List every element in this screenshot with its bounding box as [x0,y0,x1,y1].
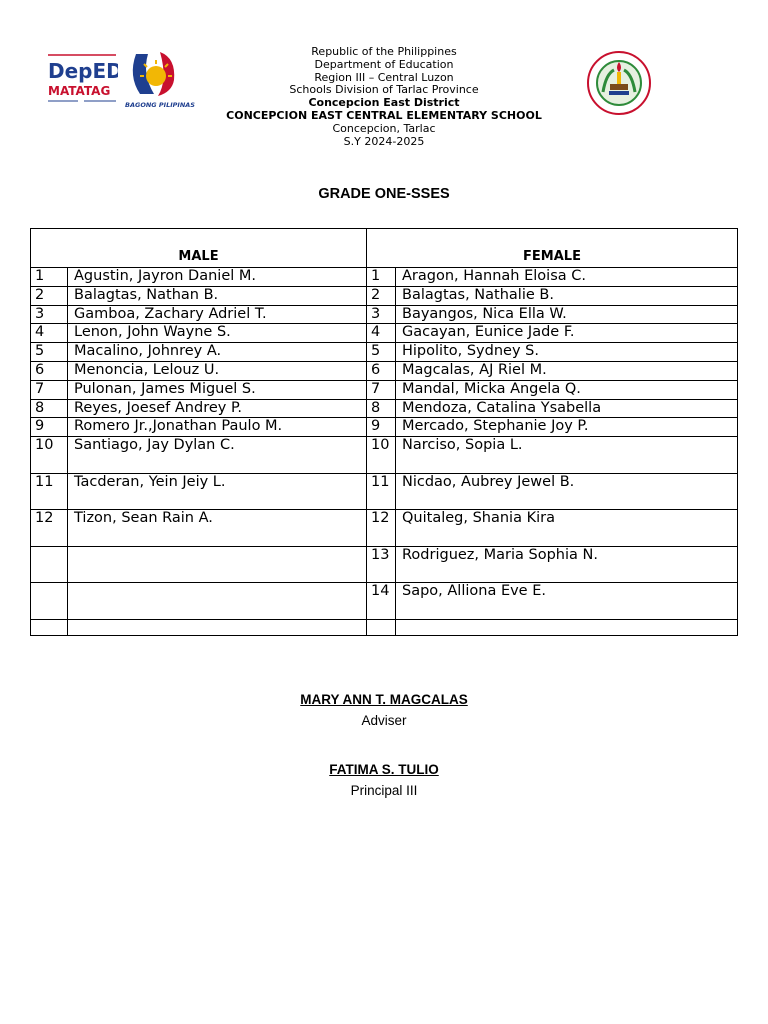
female-number-cell: 4 [367,324,396,343]
female-number-cell: 5 [367,343,396,362]
table-row [31,583,738,620]
male-name-cell: Gamboa, Zachary Adriel T. [68,305,367,324]
female-number-cell: 11 [367,473,396,510]
class-roster-table [30,228,738,636]
male-name-cell: Reyes, Joesef Andrey P. [68,399,367,418]
female-name-cell: Mercado, Stephanie Joy P. [396,418,738,437]
table-row [31,418,738,437]
male-number-cell [31,583,68,620]
female-name-cell: Sapo, Alliona Eve E. [396,583,738,620]
female-number-cell: 13 [367,546,396,583]
female-number-cell: 10 [367,437,396,474]
male-name-cell: Tizon, Sean Rain A. [68,510,367,547]
page-title: GRADE ONE-SSES [318,186,450,202]
male-number-cell: 11 [31,473,68,510]
district-line: Concepcion East District [308,96,460,110]
empty-cell [31,619,68,635]
female-name-cell: Aragon, Hannah Eloisa C. [396,268,738,287]
male-name-cell: Macalino, Johnrey A. [68,343,367,362]
table-header-row [31,229,738,268]
table-row [31,510,738,547]
male-number-cell: 3 [31,305,68,324]
male-number-cell: 9 [31,418,68,437]
male-number-cell: 6 [31,361,68,380]
male-header: MALE [31,229,367,268]
female-name-cell: Quitaleg, Shania Kira [396,510,738,547]
table-row [31,343,738,362]
department-line: Department of Education [314,57,454,71]
division-line: Schools Division of Tarlac Province [289,83,479,97]
male-number-cell: 7 [31,380,68,399]
male-number-cell: 5 [31,343,68,362]
female-name-cell: Magcalas, AJ Riel M. [396,361,738,380]
male-name-cell: Menoncia, Lelouz U. [68,361,367,380]
table-row [31,473,738,510]
matatag-wordmark: MATATAG [48,84,111,98]
table-row [31,546,738,583]
male-number-cell: 12 [31,510,68,547]
male-name-cell: Santiago, Jay Dylan C. [68,437,367,474]
table-row-empty [31,619,738,635]
female-number-cell: 3 [367,305,396,324]
table-row [31,268,738,287]
female-header: FEMALE [367,229,738,268]
male-name-cell: Romero Jr.,Jonathan Paulo M. [68,418,367,437]
adviser-signature [0,692,768,728]
female-number-cell: 12 [367,510,396,547]
empty-cell [68,619,367,635]
female-number-cell: 1 [367,268,396,287]
female-number-cell: 2 [367,286,396,305]
female-number-cell: 14 [367,583,396,620]
female-name-cell: Nicdao, Aubrey Jewel B. [396,473,738,510]
adviser-title: Adviser [361,713,407,728]
female-number-cell: 9 [367,418,396,437]
table-row [31,437,738,474]
male-name-cell: Tacderan, Yein Jeiy L. [68,473,367,510]
male-name-cell [68,583,367,620]
male-number-cell: 4 [31,324,68,343]
male-number-cell: 8 [31,399,68,418]
male-name-cell: Lenon, John Wayne S. [68,324,367,343]
principal-signature [0,762,768,798]
republic-line: Republic of the Philippines [311,45,457,58]
female-name-cell: Gacayan, Eunice Jade F. [396,324,738,343]
school-year-line: S.Y 2024-2025 [343,134,425,148]
female-number-cell: 6 [367,361,396,380]
female-name-cell: Mendoza, Catalina Ysabella [396,399,738,418]
female-name-cell: Mandal, Micka Angela Q. [396,380,738,399]
male-name-cell: Agustin, Jayron Daniel M. [68,268,367,287]
female-name-cell: Bayangos, Nica Ella W. [396,305,738,324]
female-name-cell: Hipolito, Sydney S. [396,343,738,362]
male-number-cell: 2 [31,286,68,305]
female-name-cell: Rodriguez, Maria Sophia N. [396,546,738,583]
letterhead [0,46,768,148]
male-number-cell: 10 [31,437,68,474]
location-line: Concepcion, Tarlac [332,121,436,135]
adviser-name: MARY ANN T. MAGCALAS [300,692,468,707]
table-row [31,324,738,343]
empty-cell [396,619,738,635]
male-name-cell: Balagtas, Nathan B. [68,286,367,305]
principal-name: FATIMA S. TULIO [329,762,439,777]
roster-body [31,268,738,636]
female-number-cell: 8 [367,399,396,418]
male-name-cell [68,546,367,583]
male-name-cell: Pulonan, James Miguel S. [68,380,367,399]
female-number-cell: 7 [367,380,396,399]
table-row [31,399,738,418]
table-row [31,380,738,399]
principal-title: Principal III [350,783,418,798]
male-number-cell: 1 [31,268,68,287]
table-row [31,361,738,380]
bagong-wordmark: BAGONG PILIPINAS [125,101,195,109]
table-row [31,286,738,305]
school-name: CONCEPCION EAST CENTRAL ELEMENTARY SCHOOL [226,108,542,122]
female-name-cell: Narciso, Sopia L. [396,437,738,474]
deped-wordmark: DepED [48,59,118,83]
table-row [31,305,738,324]
female-name-cell: Balagtas, Nathalie B. [396,286,738,305]
empty-cell [367,619,396,635]
male-number-cell [31,546,68,583]
region-line: Region III – Central Luzon [314,70,454,84]
